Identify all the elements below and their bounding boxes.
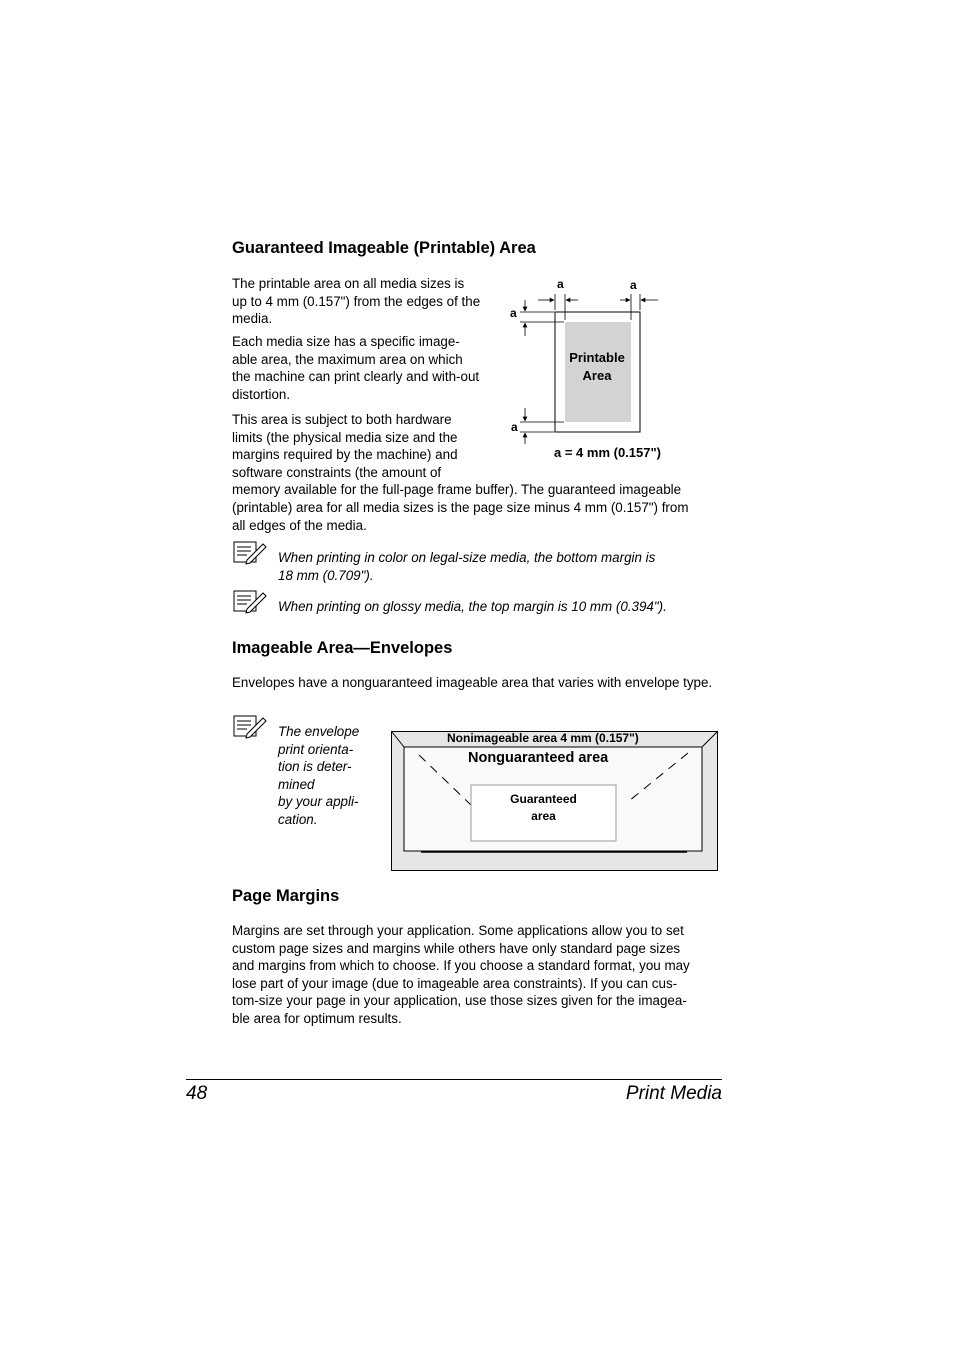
note-icon	[233, 590, 267, 614]
section-heading-page-margins: Page Margins	[232, 887, 340, 905]
note-legal-size: When printing in color on legal-size media, the bottom margin is 18 mm (0.709").	[278, 550, 656, 583]
paragraph-imageable-area: Each media size has a specific image-able area, the maximum area on which the machine can print clearly and with-out distortion.	[232, 334, 480, 402]
section-heading-printable-area: Guaranteed Imageable (Printable) Area	[232, 239, 536, 257]
margin-label-left-bottom: a	[511, 420, 518, 434]
note-icon	[233, 715, 267, 739]
margin-label-top-left: a	[557, 277, 564, 291]
margin-label-top-right: a	[630, 278, 637, 292]
paragraph-envelopes: Envelopes have a nonguaranteed imageable area that varies with envelope type.	[232, 675, 713, 690]
nonimageable-area-label: Nonimageable area 4 mm (0.157")	[447, 731, 639, 745]
page-number: 48	[186, 1083, 208, 1104]
paragraph-constraints: This area is subject to both hardware limits (the physical media size and the margins required by the machine) and software constraints (the amount of memory available for the full-page frame buffer). The guaranteed imageable (printable) area for all media sizes is the page size minus 4 mm (0.157") from all edges of the media.	[232, 412, 689, 533]
printable-area-label: Printable Area	[569, 350, 625, 383]
footer-rule	[186, 1079, 722, 1080]
nonguaranteed-area-label: Nonguaranteed area	[468, 750, 609, 766]
guaranteed-area-label: Guaranteed area	[510, 792, 577, 823]
printable-area-diagram	[500, 272, 700, 467]
margin-label-left-top: a	[510, 306, 517, 320]
section-heading-envelopes: Imageable Area—Envelopes	[232, 639, 453, 657]
note-icon	[233, 541, 267, 565]
chapter-title: Print Media	[625, 1083, 722, 1104]
note-glossy-media: When printing on glossy media, the top margin is 10 mm (0.394").	[278, 599, 667, 614]
paragraph-page-margins: Margins are set through your application. Some applications allow you to set custom page sizes and margins while others have only standard page sizes and margins from which to choose. If you choose a standard format, you may lose part of your image (due to imageable area constraints). If you can cus- tom-size your page in your application, use those sizes given for the imagea- ble area for optimum results.	[232, 923, 690, 1026]
note-envelope-orientation: The envelope print orienta- tion is deter- mined by your appli- cation.	[278, 724, 360, 827]
margin-caption: a = 4 mm (0.157")	[554, 445, 661, 460]
envelope-diagram	[391, 731, 718, 871]
paragraph-printable-area: The printable area on all media sizes is up to 4 mm (0.157") from the edges of the media.	[232, 276, 481, 327]
